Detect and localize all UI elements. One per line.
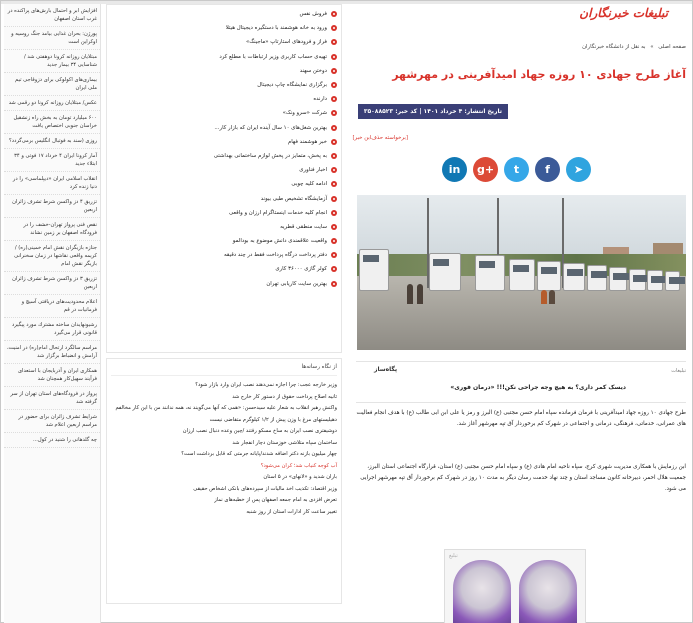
middle-column <box>106 4 342 623</box>
article-paragraph-1: طرح جهادی ۱۰ روزه جهاد امیدآفرینی با فرمان فرمانده سپاه امام حسن مجتبی (ع) البرز و رمز یا علی ابن ابی طالب (ع) با هدف انجام فعالیت های عمرانی، خدماتی، فرهنگی، درمانی و اجتماعی در شهرک کم برخوردار آق تپه مهرشهر آغاز شد. <box>356 410 686 427</box>
ad-link-label: شرکت «سرو ونک» <box>282 110 327 117</box>
bullet-icon <box>331 153 337 159</box>
bullet-icon <box>331 266 337 272</box>
ad-link-item[interactable] <box>111 149 337 163</box>
photo-truck <box>665 271 680 291</box>
ad-link-label: به پخش، متمایز در پخش لوازم ساختمانی بهداشتی <box>213 152 327 159</box>
ad-image-label: تبلیغ <box>449 553 458 559</box>
promo-tag: تبلیغات <box>671 368 686 374</box>
media-news-item[interactable]: چهار میلیون بازنه دکتر اضافه شدند/پایانه جرمتی که قابل برداشت است؟ <box>181 451 337 457</box>
left-news-item[interactable]: رشیونهایدان ساخته مشترك مورد پیگیرد قانونی قرار می‌گیرد <box>4 318 100 341</box>
left-news-item[interactable]: بیماری‌های اکولوکی برای دزوقاجی تیم ملی ایران <box>4 73 100 96</box>
media-news-item[interactable]: تعرض افزدی به امام جمعه اصفهان پس از خطبه‌های نماز <box>214 497 337 503</box>
bullet-icon <box>331 224 337 230</box>
article-title: آغاز طرح جهادی ۱۰ روزه جهاد امیدآفرینی در مهرشهر <box>392 68 686 81</box>
media-news-item[interactable]: ثانیه اصلاح پرداخت حقوق از دستور کار خارج شد <box>232 393 337 400</box>
ad-link-item[interactable] <box>111 50 337 64</box>
photo-person <box>541 290 547 304</box>
telegram-icon[interactable]: ➤ <box>566 157 591 182</box>
article-source[interactable]: [برخواسته حذف‌ابن خبر] <box>352 135 408 141</box>
photo-truck <box>429 253 461 291</box>
ad-link-item[interactable] <box>111 191 337 205</box>
photo-truck <box>647 270 663 291</box>
bullet-icon <box>331 281 337 287</box>
media-view-title: از نگاه رسانه‌ها <box>111 361 337 376</box>
ad-link-item[interactable] <box>111 106 337 120</box>
left-news-item[interactable]: آمار کرونا ایران ۴ خرداد ۱۷ فوتی و ۳۴ ابتلاء جدید <box>4 149 100 172</box>
article-meta: تاریخ انتشار: ۴ خرداد ۱۴۰۱ | کد خبر: ۳۵۰۸۸۵۲۳ <box>358 104 508 119</box>
left-news-item[interactable]: شرایط تشرف زائران برای حضور در مراسم اربعین اعلام شد <box>4 410 100 433</box>
ad-link-item[interactable] <box>111 92 337 106</box>
ad-link-item[interactable] <box>111 64 337 78</box>
photo-truck <box>563 263 585 291</box>
left-news-item[interactable]: روزی (سند به فوتبال انگلیس برمی‌گردد؟ <box>4 134 100 149</box>
ad-link-label: خبر هوشمند فهام <box>287 138 327 145</box>
ad-link-item[interactable] <box>111 234 337 248</box>
ads-link-list <box>106 4 342 353</box>
media-news-item[interactable]: دهیلیستهای مرغ با وزن پیش از ۱/۲ کیلوگرم متقاضی نیست <box>209 416 337 423</box>
media-news-item[interactable]: ساختمان سپاه متلاشی خوزستان دچار انفجار شد <box>232 439 337 446</box>
left-news-item[interactable]: پورژن: بحران غذایی بیامد جنگ روسیه و اوکراین است <box>4 27 100 50</box>
breadcrumb-home[interactable]: صفحه اصلی <box>658 44 686 50</box>
left-news-item[interactable]: ۶۰۰ میلیارد تومان به بخش راه زنشقیل خراسان جنوبی اختصاص یافت <box>4 111 100 134</box>
ad-link-label: ورود به خانه هوشمند با دستگیره دیجیتال هیتلا <box>225 25 327 32</box>
google-plus-icon[interactable]: g+ <box>473 157 498 182</box>
ad-link-item[interactable] <box>111 21 337 35</box>
media-news-item[interactable]: باران شدید و «لانهای» در ۵ استان <box>263 474 337 480</box>
bullet-icon <box>331 39 337 45</box>
bullet-icon <box>331 196 337 202</box>
ad-link-label: تهیه‌ی حساب کاربری وزیر ارتباطات با مطلع کرد <box>219 53 327 60</box>
site-logo[interactable]: تبلیغات خبرنگاران <box>579 6 668 20</box>
ad-link-label: کولر گازی ۳۶۰۰۰ کاری <box>275 266 327 273</box>
photo-person <box>407 284 413 304</box>
promo-bar[interactable] <box>356 361 686 403</box>
ad-link-label: دارنده <box>313 96 327 103</box>
ad-link-item[interactable] <box>111 135 337 149</box>
ad-link-item[interactable] <box>111 248 337 262</box>
ad-link-label: دوختن سهند <box>299 67 327 74</box>
bullet-icon <box>331 238 337 244</box>
left-news-item[interactable]: تزریق ۳ دز واکسن شرط تشرف زائران اربعین <box>4 272 100 295</box>
ad-link-label: اخبار فناوری <box>299 167 327 174</box>
media-news-item[interactable]: دوشیفتری نصب ایران به ساخ مسکو رفتند /چین وعده دنبال نصب ارزان <box>182 428 337 434</box>
ad-link-item[interactable] <box>111 262 337 276</box>
ad-link-label: بهترین شغل‌های ۱۰ سال آینده ایران که بازار کار... <box>214 124 327 131</box>
media-view-box <box>106 358 342 604</box>
ad-link-label: آزمایشگاه تشخیص طبی بیوند <box>260 195 327 202</box>
bullet-icon <box>331 181 337 187</box>
left-news-item[interactable]: نقص فنی پرواز تهران-خشف را در فرودگاه اصفهان بر زمین نشاند <box>4 218 100 241</box>
ad-link-item[interactable] <box>111 206 337 220</box>
breadcrumb-separator: » <box>650 44 654 50</box>
photo-truck <box>629 269 646 291</box>
bullet-icon <box>331 167 337 173</box>
promo-text[interactable]: دیسک کمر داری؟ به هیچ وجه جراحی نکن!!! «درمان فوری» <box>450 384 626 391</box>
ad-link-label: بهترین سایت کاریابی تهران <box>266 280 327 287</box>
photo-truck <box>537 261 561 291</box>
left-news-sidebar <box>4 4 101 623</box>
media-news-item[interactable]: تغییر ساعت کار ادارات استان از روز شنبه <box>246 508 337 515</box>
share-buttons <box>442 157 591 182</box>
knee-xray-right <box>519 560 577 623</box>
ad-link-item[interactable] <box>111 177 337 191</box>
photo-truck <box>509 259 535 291</box>
photo-truck <box>475 255 505 291</box>
ad-link-label: فراز و فرودهای استارتاپ «ماجینگ» <box>245 39 327 46</box>
bullet-icon <box>331 68 337 74</box>
ad-link-item[interactable] <box>111 277 337 291</box>
left-news-item[interactable]: مراسم سالگرد ارتحال امام(ره) در امنیت، آرامش و انضباط برگزار شد <box>4 341 100 364</box>
ad-link-label: دفتر پرداخت درگاه پرداخت فقط در چند دقیقه <box>223 252 327 259</box>
photo-person <box>417 284 423 304</box>
left-news-item[interactable]: جنازه بازیگران نقش امام خمینی(ره) / کریمه واقعی نقاشها در زمان سخنرانی بازیگر نقش امام <box>4 241 100 272</box>
media-news-item[interactable]: وزیر اقتصاد: تکذیب اخذ مالیات از سپرده‌های بانکی اشخاص حقیقی <box>193 485 337 492</box>
ad-link-item[interactable] <box>111 163 337 177</box>
article-column <box>350 4 688 623</box>
left-news-item[interactable]: چه گلدهانی را شنید در کول... <box>4 433 100 448</box>
linkedin-icon[interactable]: in <box>442 157 467 182</box>
bullet-icon <box>331 125 337 131</box>
bullet-icon <box>331 110 337 116</box>
knee-xray-left <box>453 560 511 623</box>
ad-link-label: سایت منطقی قطریه <box>280 223 327 230</box>
left-news-item[interactable]: انقلاب اسلامی ایران «دیپلماسی» را در دنیا زنده کرد <box>4 172 100 195</box>
photo-person <box>549 290 555 304</box>
ad-link-item[interactable] <box>111 220 337 234</box>
left-news-item[interactable]: همکاری ایران و آذربایجان با استعدای فرآیند سهیل‌کار همچنان شد <box>4 364 100 387</box>
bullet-icon <box>331 252 337 258</box>
bullet-icon <box>331 54 337 60</box>
facebook-icon[interactable]: f <box>535 157 560 182</box>
ad-link-item[interactable] <box>111 78 337 92</box>
ad-link-item[interactable] <box>111 7 337 21</box>
left-news-item[interactable]: عکس/ مبتلایان روزانه کرونا دو رقمی شد <box>4 96 100 111</box>
photo-truck <box>359 249 389 291</box>
article-paragraph-2: ابن رزمایش با همکاری مدیریت شهری کرج، سپاه ناحیه امام هادی (ع) و سپاه امام حسن مجتبی (ع) استان، قرارگاه اجتماعی استان البرز، جمعیت هلال احمر، دبیرخانه کانون مساجد استان و چند نهاد خدمت رسان دیگر به مدت ۱۰ روز در شهرک کم برخوردار آق تپه مهرشهر اجرایی می شود. <box>360 464 686 492</box>
ad-link-label: برگزاری نمایشگاه چاپ دیجیتال <box>257 82 327 89</box>
media-news-item[interactable]: وزیر خارجه عجب: چرا اجازه نمی‌دهند نصب ایران وارد بازار شود؟ <box>195 382 337 388</box>
media-news-item[interactable]: آب کوجه کنیاب شد؛ کران می‌شود؟ <box>260 462 337 469</box>
bullet-icon <box>331 82 337 88</box>
photo-truck <box>609 267 627 291</box>
bullet-icon <box>331 139 337 145</box>
ad-link-label: واقعیت علاقمندی دانش موضوع به بودالمو <box>232 238 327 245</box>
ad-image[interactable] <box>444 549 586 623</box>
bullet-icon <box>331 11 337 17</box>
breadcrumb-current: به نقل از دانشگاه خبرنگاران <box>582 44 646 50</box>
left-news-item[interactable]: اعلام محدودیت‌های دریافتی آسیچ و فرمانیات در قم <box>4 295 100 318</box>
bullet-icon <box>331 96 337 102</box>
ad-link-item[interactable] <box>111 35 337 49</box>
bullet-icon <box>331 210 337 216</box>
media-news-item[interactable]: واکنش رهبر انقلاب به شعار علیه سیدحسن: «همی که آنها می‌گویند نه، همه ندانند من با این کار مخالفم <box>115 405 337 411</box>
ad-link-label: فروش نفس <box>299 11 327 18</box>
bullet-icon <box>331 25 337 31</box>
photo-truck <box>587 265 607 291</box>
left-news-item[interactable]: افزایش ابر و احتمال بارش‌های پراکنده در غرب استان اصفهان <box>4 4 100 27</box>
left-news-item[interactable]: تزریق ۴ دز واکسن شرط تشرف زائران اربعین <box>4 195 100 218</box>
breadcrumb <box>579 44 686 50</box>
twitter-icon[interactable]: t <box>504 157 529 182</box>
ad-link-label: ادامه کلیه چوبی <box>291 181 327 188</box>
left-news-item[interactable]: پرواز در فرودگاه‌های استان تهران از سر گرفته شد <box>4 387 100 410</box>
ad-link-label: انجام کلیه خدمات اینستاگرام ارزان و واقعی <box>229 209 327 216</box>
ad-link-item[interactable] <box>111 121 337 135</box>
promo-brand: پگاه‌ساز <box>374 366 398 373</box>
left-news-item[interactable]: مبتلایان روزانه کرونا دوهفتی شد / شناسایی ۳۴ بیمار جدید <box>4 50 100 73</box>
article-photo <box>357 195 686 350</box>
